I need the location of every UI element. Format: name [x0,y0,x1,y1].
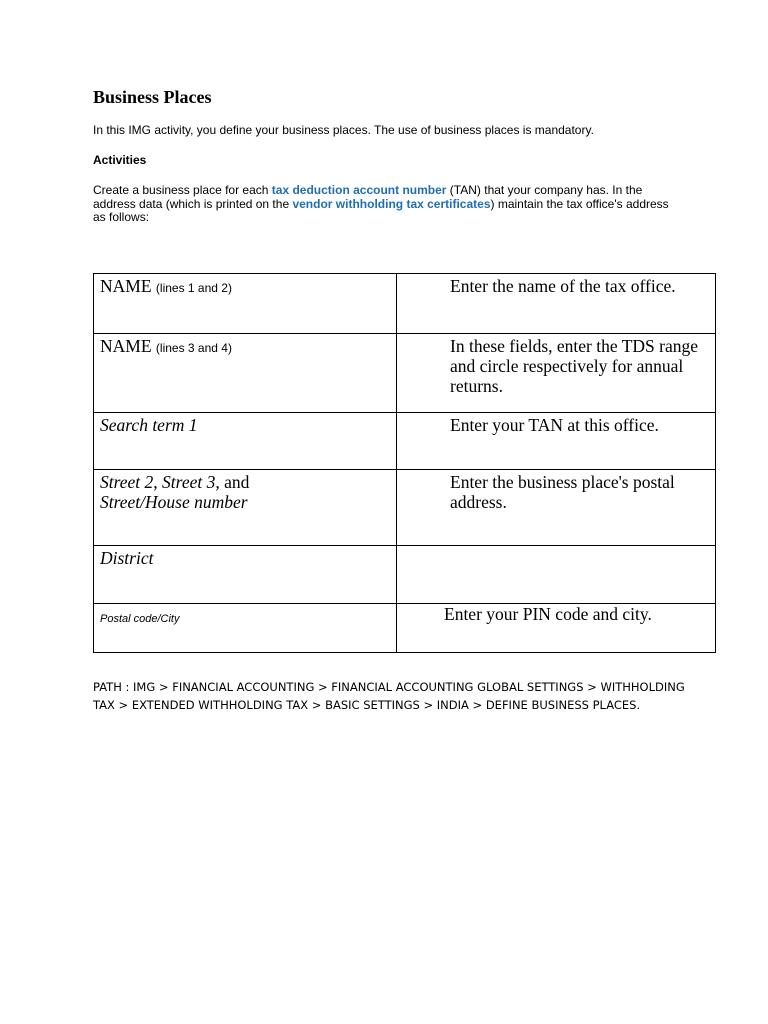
field-name: Street 2, Street 3, [100,472,220,492]
description-cell: In these fields, enter the TDS range and circle respectively for annual returns. [397,334,716,413]
field-cell [94,604,397,653]
page-title: Business Places [93,87,212,107]
table-row [94,334,716,413]
activities-text-part1: Create a business place for each [93,183,272,197]
field-name: Postal code/City [100,613,180,625]
intro-text: In this IMG activity, you define your business places. The use of business places is mandatory. [93,123,594,137]
table-row [94,274,716,334]
activities-text-part3: ) maintain the tax office's address as follows: [93,196,669,224]
activities-text [93,184,673,225]
field-cell [94,334,397,413]
field-name: NAME [100,276,152,296]
field-name: Street/House number [100,492,248,512]
field-cell: District [94,546,397,604]
activities-text-part2: (TAN) that your company has. In the address data (which is printed on the [93,183,643,211]
vendor-certificates-link[interactable]: vendor withholding tax certificates [292,196,491,211]
description-cell: Enter the name of the tax office. [397,274,716,334]
description-cell: Enter the business place's postal address. [397,470,716,546]
activities-heading: Activities [93,153,147,167]
document-body [93,86,716,225]
field-note: (lines 1 and 2) [155,281,232,295]
table-row [94,604,716,653]
description-cell: Enter your TAN at this office. [397,413,716,470]
field-cell [94,470,397,546]
address-fields-table [93,273,716,653]
field-name: NAME [100,336,152,356]
field-cell: Search term 1 [94,413,397,470]
field-note: (lines 3 and 4) [155,341,232,355]
img-path: PATH : IMG > FINANCIAL ACCOUNTING > FINANCIAL ACCOUNTING GLOBAL SETTINGS > WITHHOLDING TAX > EXTENDED WITHHOLDING TAX > BASIC SETTINGS > INDIA > DEFINE BUSINESS PLACES. [93,680,685,712]
description-cell: Enter your PIN code and city. [397,604,716,653]
table-row [94,546,716,604]
field-name-connector: and [219,472,250,492]
description-cell [397,546,716,604]
tan-link[interactable]: tax deduction account number [271,183,447,197]
table-row [94,470,716,546]
field-cell [94,274,397,334]
table-row [94,413,716,470]
